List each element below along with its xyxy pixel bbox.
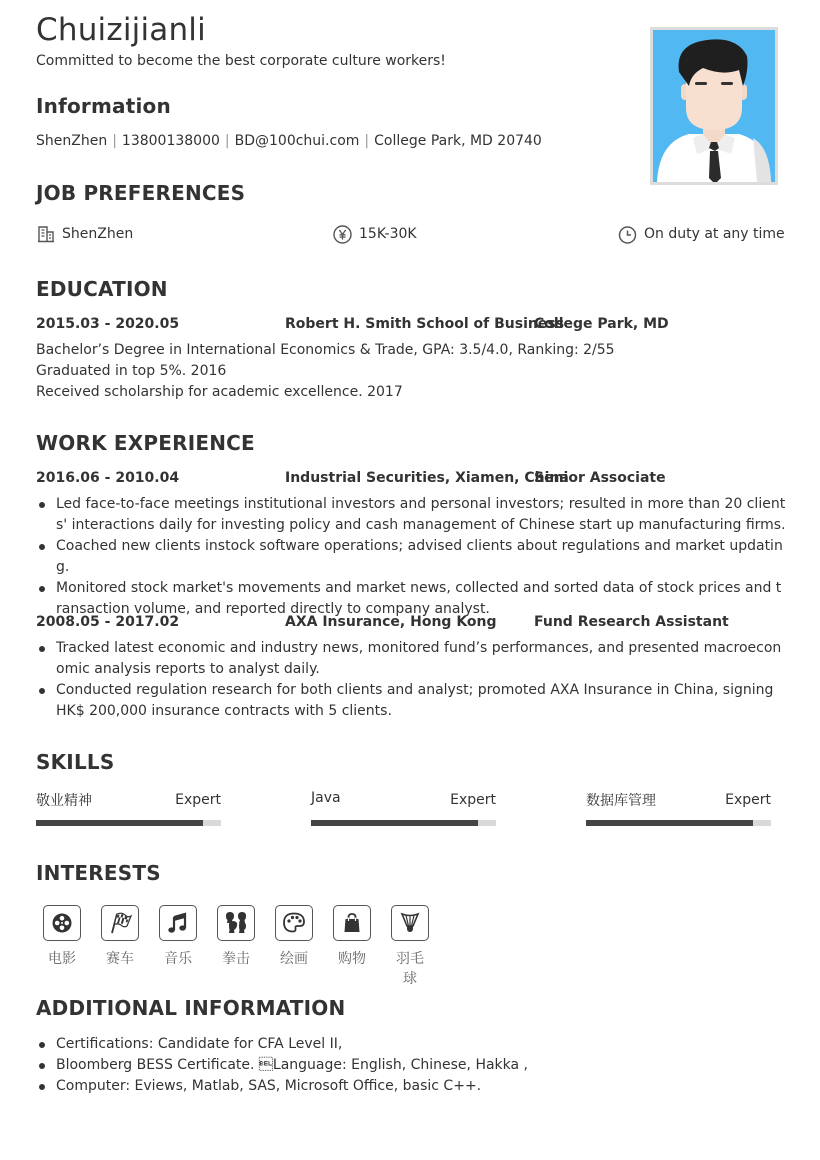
candidate-motto: Committed to become the best corporate culture workers! <box>36 53 446 69</box>
interest-icon-box <box>101 905 139 941</box>
skill-bar-track <box>311 820 496 826</box>
interest-icon-box <box>159 905 197 941</box>
job-role: Fund Research Assistant <box>534 614 729 630</box>
profile-photo <box>650 27 778 185</box>
job-role: Senior Associate <box>534 470 666 486</box>
education-details <box>36 340 615 403</box>
skill-bar-fill <box>36 820 203 826</box>
yuan-coin-icon <box>333 225 352 244</box>
interest-label: 购物 <box>338 951 366 967</box>
pref-availability-text: On duty at any time <box>644 226 785 242</box>
pref-salary <box>333 223 417 245</box>
interest-icon-box <box>43 905 81 941</box>
shuttlecock-icon <box>399 912 421 934</box>
skill-bar-fill <box>311 820 478 826</box>
interest-item <box>217 905 275 988</box>
section-title-interests: INTERESTS <box>36 861 161 885</box>
interest-label: 赛车 <box>106 951 134 967</box>
education-line: Bachelor’s Degree in International Economics & Trade, GPA: 3.5/4.0, Ranking: 2/55 <box>36 342 615 358</box>
info-separator: | <box>224 133 230 149</box>
job-bullet: Tracked latest economic and industry news, monitored fund’s performances, and presented macroeconomic analysis reports to analyst daily. <box>36 638 786 680</box>
candidate-name: Chuizijianli <box>36 12 206 48</box>
skill-bar-track <box>586 820 771 826</box>
education-line: Received scholarship for academic excellence. 2017 <box>36 384 403 400</box>
interest-label: 音乐 <box>164 951 192 967</box>
job-period: 2016.06 - 2010.04 <box>36 470 180 486</box>
job-bullet: Monitored stock market's movements and market news, collected and sorted data of stock prices and transaction volume, and reported directly to company analyst. <box>36 578 786 620</box>
skill-item <box>36 790 221 830</box>
racing-flag-icon <box>108 911 132 935</box>
pref-city <box>37 223 133 245</box>
pref-availability <box>618 223 785 245</box>
job-period: 2008.05 - 2017.02 <box>36 614 180 630</box>
interest-item <box>275 905 333 988</box>
additional-bullet: Certifications: Candidate for CFA Level II, <box>36 1034 786 1055</box>
interest-item <box>159 905 217 988</box>
palette-icon <box>282 911 306 935</box>
skill-bar-fill <box>586 820 753 826</box>
interest-item <box>391 905 449 988</box>
skill-item <box>586 790 771 830</box>
contact-info <box>36 133 542 149</box>
avatar-illustration <box>653 30 775 182</box>
music-note-icon <box>167 912 189 934</box>
info-address: College Park, MD 20740 <box>374 133 542 149</box>
interest-item <box>43 905 101 988</box>
education-school: Robert H. Smith School of Business <box>285 316 565 332</box>
interest-icon-box <box>217 905 255 941</box>
building-icon <box>37 225 55 243</box>
education-location: College Park, MD <box>534 316 669 332</box>
interest-label: 电影 <box>48 951 76 967</box>
section-title-additional-information: ADDITIONAL INFORMATION <box>36 996 346 1020</box>
education-period: 2015.03 - 2020.05 <box>36 316 180 332</box>
info-phone: 13800138000 <box>121 133 220 149</box>
job-bullet: Coached new clients instock software operations; advised clients about regulations and market updating. <box>36 536 786 578</box>
job-company: AXA Insurance, Hong Kong <box>285 614 497 630</box>
job-bullet: Led face-to-face meetings institutional investors and personal investors; resulted in more than 20 clients' interactions daily for investing policy and cash management of Chinese start up manufacturing firms. <box>36 494 786 536</box>
film-reel-icon <box>51 912 73 934</box>
additional-bullet: Computer: Eviews, Matlab, SAS, Microsoft Office, basic C++. <box>36 1076 786 1097</box>
section-title-work-experience: WORK EXPERIENCE <box>36 431 255 455</box>
pref-salary-text: 15K-30K <box>359 226 417 242</box>
skill-name: 敬业精神 <box>36 793 92 809</box>
skill-name: 数据库管理 <box>586 793 656 809</box>
skill-level: Expert <box>725 792 771 808</box>
skill-item <box>311 790 496 830</box>
additional-bullet: Bloomberg BESS Certificate. Language: English, Chinese, Hakka , <box>36 1055 786 1076</box>
boxing-glove-icon <box>224 911 248 935</box>
section-title-job-preferences: JOB PREFERENCES <box>36 181 246 205</box>
info-email: BD@100chui.com <box>234 133 360 149</box>
shopping-bag-icon <box>341 912 363 934</box>
education-line: Graduated in top 5%. 2016 <box>36 363 227 379</box>
job-bullet: Conducted regulation research for both clients and analyst; promoted AXA Insurance in China, signing HK$ 200,000 insurance contracts with 5 clients. <box>36 680 786 722</box>
job-bullets <box>36 638 786 722</box>
section-title-skills: SKILLS <box>36 750 115 774</box>
skill-name: Java <box>311 790 341 806</box>
interest-label: 拳击 <box>222 951 250 967</box>
job-company: Industrial Securities, Xiamen, China <box>285 470 569 486</box>
skill-level: Expert <box>450 792 496 808</box>
pref-city-text: ShenZhen <box>62 226 134 242</box>
skill-level: Expert <box>175 792 221 808</box>
interest-label: 羽毛球 <box>396 951 424 987</box>
interest-label: 绘画 <box>280 951 308 967</box>
info-city: ShenZhen <box>36 133 108 149</box>
interest-icon-box <box>275 905 313 941</box>
info-separator: | <box>112 133 117 149</box>
job-bullets <box>36 494 786 620</box>
clock-icon <box>618 225 637 244</box>
section-title-education: EDUCATION <box>36 277 168 301</box>
interests-list <box>43 905 449 988</box>
interest-item <box>101 905 159 988</box>
section-title-information: Information <box>36 94 171 118</box>
interest-item <box>333 905 391 988</box>
additional-bullets <box>36 1034 786 1097</box>
info-separator: | <box>364 133 370 149</box>
skill-bar-track <box>36 820 221 826</box>
interest-icon-box <box>333 905 371 941</box>
interest-icon-box <box>391 905 429 941</box>
